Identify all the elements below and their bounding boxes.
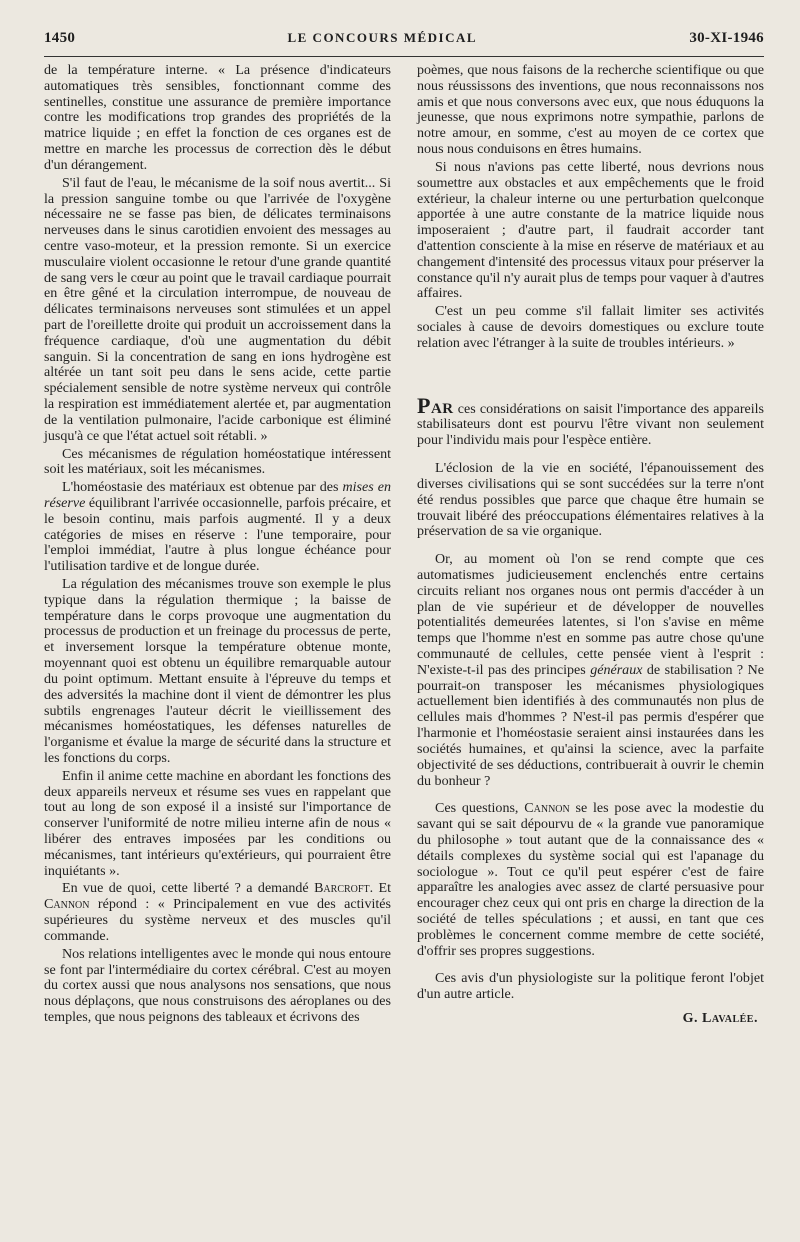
page-header bbox=[44, 30, 764, 54]
paragraph: Ces mécanismes de régulation homéostatique intéressent soit les matériaux, soit les mécanismes. bbox=[44, 445, 391, 478]
paragraph-text: ces considérations on saisit l'importance des appareils stabilisateurs dont est pourvu l'être vivant non seulement pour l'individu mais pour l'espèce entière. bbox=[417, 400, 764, 449]
issue-date: 30-XI-1946 bbox=[689, 30, 764, 46]
paragraph-text: de stabilisation ? Ne pourrait-on transposer les mécanismes physiologiques actuellement bien identifiés à des communautés non plus de cellules mais d'hommes ? N'est-il pas permis d'espérer que l'harmonie et l'homéostasie seraient ainsi instaurées dans les sociétés humaines, et qu'ainsi la science, avec la parfaite objectivité de ses déductions, contribuerait à ouvrir le chemin du bonheur ? bbox=[417, 661, 764, 789]
author-name: Cannon bbox=[44, 896, 90, 913]
author-signature: G. Lavalée. bbox=[682, 1010, 758, 1027]
paragraph bbox=[417, 552, 764, 789]
initial-capital: Par bbox=[417, 392, 454, 418]
paragraph bbox=[417, 801, 764, 959]
paragraph: C'est un peu comme s'il fallait limiter ses activités sociales à cause de devoirs domestiques ou exclure toute relation avec l'étranger à la suite de troubles intérieurs. » bbox=[417, 303, 764, 351]
author-name: Barcroft bbox=[314, 880, 370, 897]
paragraph-text: En vue de quoi, cette liberté ? a demandé bbox=[62, 880, 315, 897]
paragraph bbox=[44, 480, 391, 575]
paragraph-text: L'homéostasie des matériaux est obtenue par des bbox=[62, 479, 343, 496]
paragraph: La régulation des mécanismes trouve son exemple le plus typique dans la régulation thermique ; la baisse de température dans le corps provoque une augmentation du processus de production et un freinage du processus de perte, et inversement lorsque la température obtenue monte, moyennant quoi est obtenu un équilibre remarquable autour du point optimum. Mettant ensuite à l'épreuve du temps et des adversités la machine dont il vient de démontrer les plus subtils engrenages l'auteur décrit le vieillissement des mécanismes homéostatiques, les défenses naturelles de l'organisme et évalue la marge de sécurité dans la structure et les fonctions du corps. bbox=[44, 576, 391, 766]
paragraph bbox=[44, 881, 391, 944]
paragraph-text: Ces questions, bbox=[435, 800, 525, 817]
paragraph-text: . Et bbox=[369, 880, 391, 897]
author-name: Cannon bbox=[524, 800, 570, 817]
paragraph: poèmes, que nous faisons de la recherche scientifique ou que nous réussissons des inventions, que nous reconnaissons nos amis et que nous conversons avec eux, que nous éduquons la jeunesse, que nous exprimons notre sympathie, parlons de notre amour, en somme, c'est au moyen de ce cortex que nous nous conduisons en êtres humains. bbox=[417, 62, 764, 158]
paragraph: S'il faut de l'eau, le mécanisme de la soif nous avertit... Si la pression sanguine tombe ou que l'arrivée de l'oxygène nécessaire ne se fasse pas bien, de délicates terminaisons nerveuses dans le sinus carotidien envoient des messages au centre vaso-moteur, et la pression remonte. Si un exercice musculaire violent occasionne le retour d'une grande quantité de sang vers le cœur au point que le travail cardiaque pourrait en être gêné et la circulation interrompue, de nouveau de délicates terminaisons nerveuses sont stimulées et un appel part de l'oreillette droite qui produit un accroissement dans la fréquence cardiaque, d'où une augmentation du débit sanguin. Si la concentration de sang en ions hydrogène est altérée un tant soit peu dans le sens acide, cette partie spécialement sensible de notre système nerveux qui contrôle la respiration est immédiatement alertée et, par augmentation de la ventilation pulmonaire, l'acide carbonique est éliminé jusqu'à ce que l'état actuel soit rétabli. » bbox=[44, 174, 391, 444]
paragraph: Enfin il anime cette machine en abordant les fonctions des deux appareils nerveux et résume ses vues en rappelant que tout au long de son exposé il a insisté sur l'importance de conserver l'uniformité de notre milieu interne afin de nous « libérer des entraves imposées par les conditions ou mécanismes, tant intérieurs qu'extérieurs, qui pourraient être inquiétants ». bbox=[44, 767, 391, 879]
right-column bbox=[417, 63, 764, 1027]
paragraph: Si nous n'avions pas cette liberté, nous devrions nous soumettre aux obstacles et aux empêchements que le froid extérieur, la chaleur interne ou une perturbation quelconque apportée à une autre constante de la matrice liquide nous imposeraient ; d'autre part, il faudrait accorder tant d'attention consciente à la mise en réserve de matériaux et au changement d'intensité des processus vitaux pour préserver la constance qu'il n'y aurait plus de temps pour vaquer à d'autres affaires. bbox=[417, 158, 764, 302]
emphasis-text: généraux bbox=[590, 661, 643, 678]
paragraph: Nos relations intelligentes avec le monde qui nous entoure se font par l'intermédiaire du cortex cérébral. C'est au moyen du cortex aussi que nous analysons nos sensations, que nous nous déplaçons, que nous construisons des aéroplanes ou des temples, que nous peignons des tableaux et écrivons des bbox=[44, 945, 391, 1025]
paragraph: L'éclosion de la vie en société, l'épanouissement des diverses civilisations qui se sont succédées sur la terre n'ont été rendus possibles que parce que chaque être humain se trouvait libéré des préoccupations élémentaires relatives à la préservation de sa vie organique. bbox=[417, 460, 764, 540]
paragraph-text: se les pose avec la modestie du savant qui se sait dépourvu de « la grande vue panoramique du philosophe » tout autant que de la connaissance des « détails complexes du système social qui est l'apanage du sociologue ». Tout ce qu'il peut espérer c'est de faire apparaître les analogies avec assez de clarté persuasive pour encourager chez ceux qui ont pris en charge la direction de la société de telles spéculations ; et aussi, en tant que ces problèmes le concernent comme membre de cette société, d'offrir ses propres suggestions. bbox=[417, 800, 764, 959]
paragraph-text: répond : « Principalement en vue des activités supérieures du système nerveux et des muscles qu'il commande. bbox=[44, 896, 391, 944]
paragraph: de la température interne. « La présence d'indicateurs automatiques très sensibles, fonctionnant comme des sentinelles, constitue une assurance de première importance contre les modifications trop grandes des propriétés de la matrice liquide ; en effet la fonction de ces organes est de mettre en marche les processus de correction dès le début d'un dérangement. bbox=[44, 62, 391, 173]
paragraph: Ces avis d'un physiologiste sur la politique feront l'objet d'un autre article. bbox=[417, 970, 764, 1003]
paragraph-text: équilibrant l'arrivée occasionnelle, parfois précaire, et le besoin continu, mais parfois augmenté. Il y a deux catégories de mises en réserve : l'une temporaire, pour l'emploi immédiat, l'autre à plus longue échéance pour l'utilisation tardive et de longue durée. bbox=[44, 494, 391, 575]
journal-title: LE CONCOURS MÉDICAL bbox=[287, 30, 478, 45]
emphasis-text: mises en réserve bbox=[44, 479, 391, 511]
page-number: 1450 bbox=[44, 30, 76, 46]
section-opening-paragraph bbox=[417, 392, 764, 449]
article-body bbox=[44, 63, 764, 1027]
paragraph-text: Or, au moment où l'on se rend compte que ces automatismes judicieusement enclenchés entre certains circuits reliant nos organes nous ont permis d'accéder à un plan de vie supérieur et de développer de nouvelles potentialités demeurées latentes, si l'on s'avise en même temps que l'homme n'est en somme pas autre chose qu'une communauté de cellules, cette pensée vient à l'esprit : N'existe-t-il pas des principes bbox=[417, 551, 764, 678]
header-rule bbox=[44, 56, 764, 57]
left-column bbox=[44, 63, 391, 1027]
